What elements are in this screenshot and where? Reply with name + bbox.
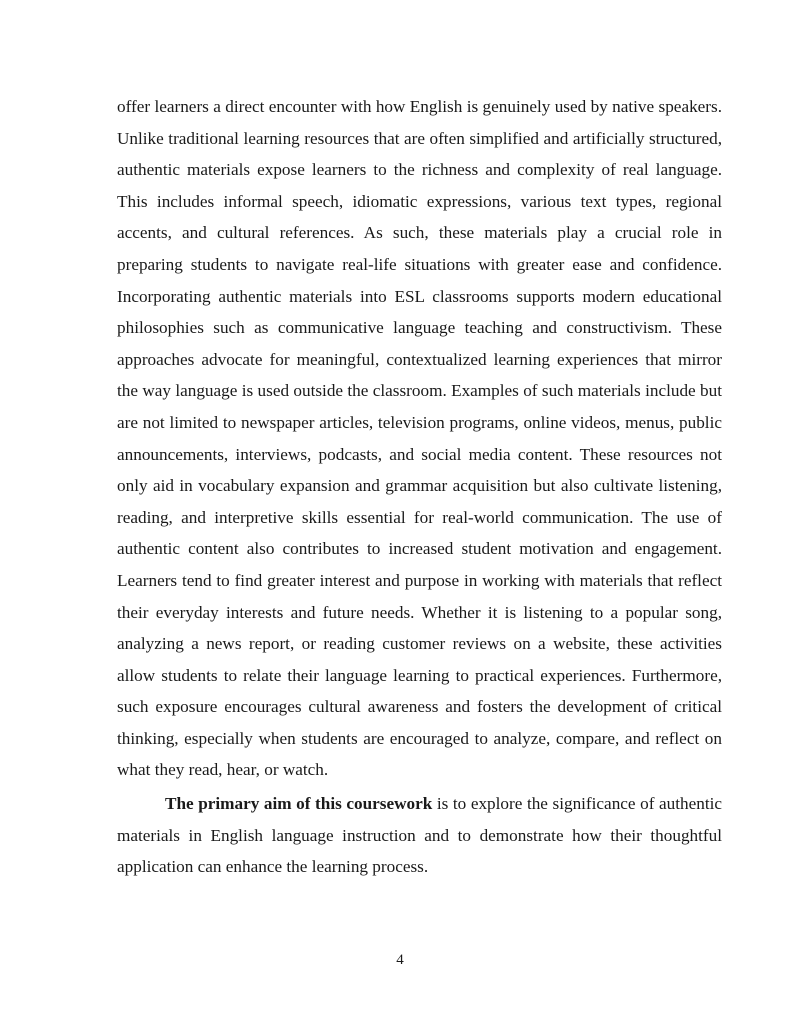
aim-text: is to explore the significance of authentic materials in English language instruction and to demonstrate how their thoughtful application can enhance the learning process. <box>117 794 722 877</box>
paragraph: offer learners a direct encounter with how English is genuinely used by native speakers. Unlike traditional learning resources that are often simplified and artificially structured, authentic materials expose learners to the richness and complexity of real language. This includes informal speech, idiomatic expressions, various text types, regional accents, and cultural references. As such, these materials play a crucial role in preparing students to navigate real-life situations with greater ease and confidence. Incorporating authentic materials into ESL classrooms supports modern educational philosophies such as communicative language teaching and constructivism. These approaches advocate for meaningful, contextualized learning experiences that mirror the way language is used outside the classroom. Examples of such materials include but are not limited to newspaper articles, television programs, online videos, menus, public announcements, interviews, podcasts, and social media content. These resources not only aid in vocabulary expansion and grammar acquisition but also cultivate listening, reading, and interpretive skills essential for real-world communication. The use of authentic content also contributes to increased student motivation and engagement. Learners tend to find greater interest and purpose in working with materials that reflect their everyday interests and future needs. Whether it is listening to a popular song, analyzing a news report, or reading customer reviews on a website, these activities allow students to relate their language learning to practical experiences. Furthermore, such exposure encourages cultural awareness and fosters the development of critical thinking, especially when students are encouraged to analyze, compare, and reflect on what they read, hear, or watch. <box>117 97 722 780</box>
body-text <box>117 91 722 883</box>
page-number: 4 <box>396 952 404 968</box>
aim-paragraph <box>117 788 722 883</box>
aim-heading-phrase: The primary aim of this coursework <box>165 794 433 814</box>
